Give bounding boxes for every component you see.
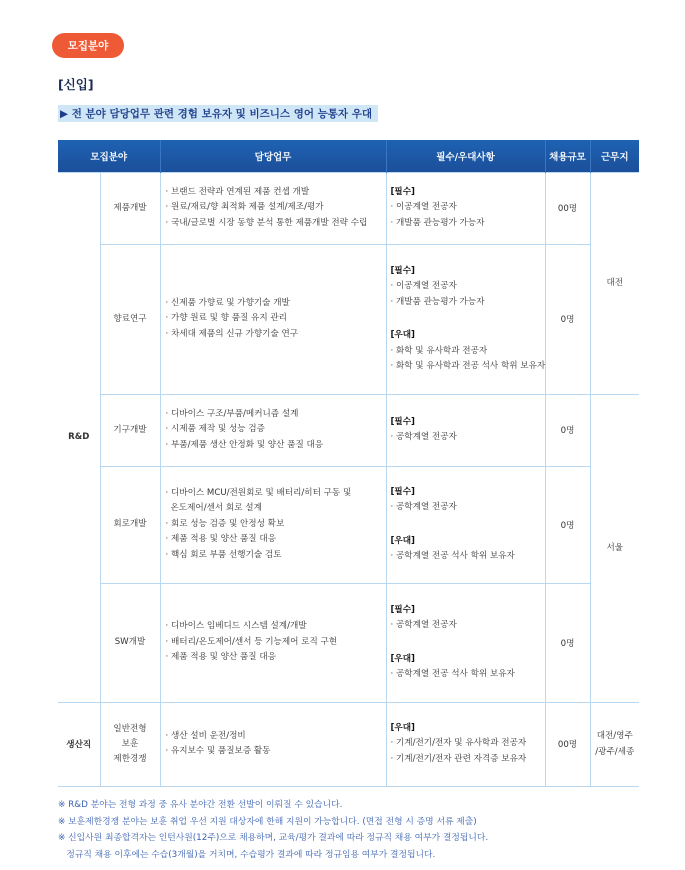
notes: [58, 797, 488, 863]
headcount-mechanism: 0명: [545, 394, 590, 466]
required-heading: [필수]: [390, 265, 415, 276]
note-line: ※ 신입사원 최종합격자는 인턴사원(12주)으로 채용하며, 교육/평가 결과에 따라 정규직 채용 여부가 결정됩니다.: [58, 833, 489, 843]
table-row: [58, 244, 639, 394]
location-seoul: 서울: [590, 394, 639, 702]
category-rnd: R&D: [58, 172, 100, 702]
requirements-product: [386, 172, 545, 244]
table-row: [58, 394, 639, 466]
preference-line: · 공학계열 전공 석사 학위 보유자: [390, 669, 515, 679]
recruit-field-badge: 모집분야: [52, 33, 124, 58]
requirement-line: · 이공계열 전공자: [390, 202, 457, 213]
headcount-product: 00명: [545, 172, 590, 244]
duties-circuit: [160, 466, 386, 583]
duty-line: · 핵심 회로 부품 선행기술 검토: [165, 549, 282, 560]
duties-mechanism: [160, 394, 386, 466]
sub-field-sw: SW개발: [100, 583, 160, 702]
sub-field-circuit: 회로개발: [100, 466, 160, 583]
required-heading: [필수]: [390, 486, 415, 497]
location-line: 대전/영주: [596, 731, 633, 741]
note-line: 정규직 채용 이후에는 수습(3개월)을 거치며, 수습평가 결과에 따라 정규임용 여부가 결정됩니다.: [58, 849, 436, 860]
duty-line: · 디바이스 임베디드 시스템 설계/개발: [165, 621, 307, 632]
duty-line: · 가향 원료 및 향 품질 유지 관리: [165, 313, 287, 324]
note-line: ※ R&D 분야는 전형 과정 중 유사 분야간 전환 선발이 이뤄질 수 있습니다.: [58, 800, 343, 810]
duty-line: · 국내/글로벌 시장 동향 분석 통한 제품개발 전략 수립: [165, 217, 368, 228]
required-heading: [필수]: [390, 186, 415, 197]
requirement-line: · 공학계열 전공자: [390, 620, 457, 630]
header-duties: 담당업무: [160, 140, 386, 172]
table-row: [58, 172, 639, 244]
table-row: [58, 583, 639, 702]
duty-line: · 브랜드 전략과 연계된 제품 컨셉 개발: [165, 186, 310, 197]
duty-line: · 부품/제품 생산 안정화 및 양산 품질 대응: [165, 439, 324, 450]
duty-line: · 회로 성능 검증 및 안정성 확보: [165, 518, 285, 529]
requirements-circuit: [386, 466, 545, 583]
preference-highlight: ▶ 전 분야 담당업무 관련 경험 보유자 및 비즈니스 영어 능통자 우대: [58, 105, 378, 122]
preference-line: · 화학 및 유사학과 전공자: [390, 345, 488, 356]
location-daejeon: 대전: [590, 172, 639, 394]
requirements-production: [386, 702, 545, 786]
headcount-fragrance: 0명: [545, 244, 590, 394]
requirement-line: · 공학계열 전공자: [390, 432, 457, 442]
requirements-fragrance: [386, 244, 545, 394]
preferred-heading: [우대]: [390, 722, 415, 733]
sub-field-product: 제품개발: [100, 172, 160, 244]
sub-field-mechanism: 기구개발: [100, 394, 160, 466]
limited-competition-label: 제한경쟁: [113, 753, 147, 764]
preference-line: · 기계/전기/전자 관련 자격증 보유자: [390, 753, 527, 764]
headcount-production: 00명: [545, 702, 590, 786]
requirement-line: · 이공계열 전공자: [390, 281, 457, 291]
preference-line: · 기계/전기/전자 및 유사학과 전공자: [390, 738, 527, 749]
duty-line: · 제품 적용 및 양산 품질 대응: [165, 534, 276, 545]
header-field: 모집분야: [58, 140, 160, 172]
preferred-heading: [우대]: [390, 653, 415, 664]
section-title: [신입]: [58, 77, 94, 92]
preference-line: · 공학계열 전공 석사 학위 보유자: [390, 551, 515, 561]
requirement-line: · 개발품 관능평가 가능자: [390, 296, 485, 307]
requirements-sw: [386, 583, 545, 702]
note-line: ※ 보훈제한경쟁 분야는 보훈 취업 우선 지원 대상자에 한해 지원이 가능합니다. (면접 전형 시 증명 서류 제출): [58, 816, 477, 827]
duty-line: · 시제품 제작 및 성능 검증: [165, 424, 265, 435]
location-production: [590, 702, 639, 786]
duties-fragrance: [160, 244, 386, 394]
headcount-circuit: 0명: [545, 466, 590, 583]
location-line: /광주/세종: [595, 747, 635, 757]
requirement-line: · 공학계열 전공자: [390, 502, 457, 512]
requirements-mechanism: [386, 394, 545, 466]
duties-production: [160, 702, 386, 786]
sub-field-veterans: [101, 737, 160, 767]
duty-line: · 디바이스 MCU/전원회로 및 배터리/히터 구동 및: [165, 487, 352, 498]
preference-line: · 화학 및 유사학과 전공 석사 학위 보유자: [390, 361, 546, 371]
headcount-sw: 0명: [545, 583, 590, 702]
recruit-table: [58, 140, 639, 787]
table-row: [58, 466, 639, 583]
duties-product: [160, 172, 386, 244]
duty-line: · 제품 적용 및 양산 품질 대응: [165, 652, 276, 663]
table-row: [58, 702, 639, 786]
sub-field-fragrance: 향료연구: [100, 244, 160, 394]
duty-line: · 유지보수 및 품질보증 활동: [165, 746, 271, 756]
requirement-line: · 개발품 관능평가 가능자: [390, 217, 485, 228]
table-header-row: [58, 140, 639, 172]
duty-line: · 생산 설비 운전/정비: [165, 730, 246, 741]
sub-field-general: 일반전형: [113, 723, 147, 734]
duty-line: · 신제품 가향료 및 가향기술 개발: [165, 297, 290, 308]
duty-line: · 원료/재료/향 최적화 제품 설계/제조/평가: [165, 202, 324, 213]
header-location: 근무지: [590, 140, 639, 172]
sub-field-production: [100, 702, 160, 786]
veterans-label: 보훈: [121, 738, 139, 749]
duty-line: · 차세대 제품의 신규 가향기술 연구: [165, 328, 299, 339]
required-heading: [필수]: [390, 604, 415, 615]
preferred-heading: [우대]: [390, 330, 415, 340]
category-production: 생산직: [58, 702, 100, 786]
duties-sw: [160, 583, 386, 702]
required-heading: [필수]: [390, 416, 415, 427]
header-headcount: 채용규모: [545, 140, 590, 172]
duty-line: 온도제어/센서 회로 설계: [170, 503, 262, 514]
header-requirements: 필수/우대사항: [386, 140, 545, 172]
duty-line: · 디바이스 구조/부품/메커니즘 설계: [165, 408, 299, 419]
duty-line: · 배터리/온도제어/센서 등 기능제어 로직 구현: [165, 636, 338, 647]
preferred-heading: [우대]: [390, 535, 415, 546]
